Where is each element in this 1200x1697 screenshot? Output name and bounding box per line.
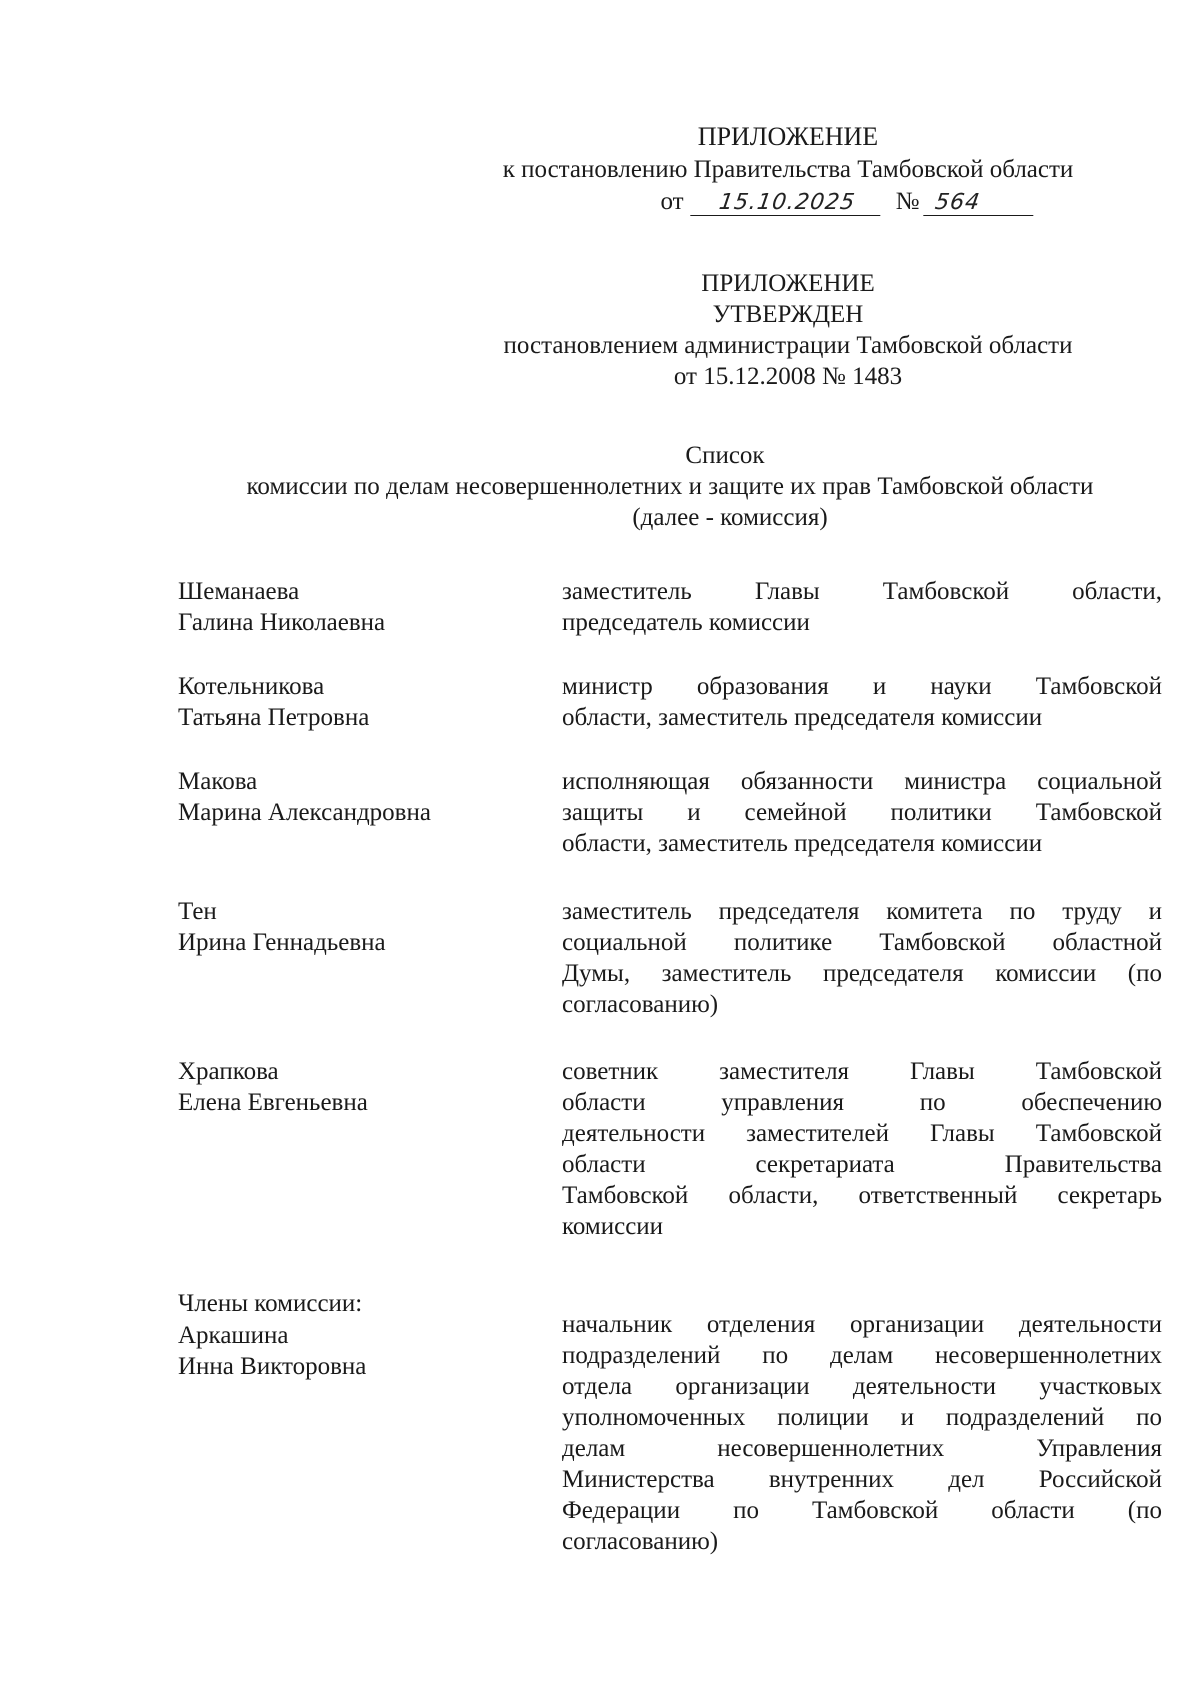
original-appendix-title: ПРИЛОЖЕНИЕ bbox=[701, 270, 875, 297]
member-name bbox=[178, 896, 538, 958]
position-line: комиссии bbox=[562, 1213, 664, 1240]
member-surname: Тен bbox=[178, 898, 217, 925]
member-surname: Аркашина bbox=[178, 1322, 289, 1349]
position-line: министр образования и науки Тамбовской bbox=[562, 673, 1162, 700]
position-line: Федерации по Тамбовской области (по bbox=[562, 1497, 1162, 1524]
member-given-names: Елена Евгеньевна bbox=[178, 1089, 368, 1116]
position-line: Тамбовской области, ответственный секретарь bbox=[562, 1182, 1162, 1209]
member-position bbox=[562, 896, 1162, 1020]
position-line: Министерства внутренних дел Российской bbox=[562, 1466, 1162, 1493]
member-position bbox=[562, 576, 1162, 638]
position-line-justified bbox=[562, 576, 1162, 607]
position-line: области управления по обеспечению bbox=[562, 1089, 1162, 1116]
member-position bbox=[562, 671, 1162, 733]
handwritten-date: 15.10.2025 bbox=[690, 191, 884, 216]
approved-label: УТВЕРЖДЕН bbox=[712, 301, 864, 328]
position-line: социальной политике Тамбовской областной bbox=[562, 929, 1162, 956]
date-prefix: от bbox=[660, 188, 684, 215]
member-surname: Храпкова bbox=[178, 1058, 279, 1085]
appendix-date-line bbox=[438, 186, 1138, 217]
member-name bbox=[178, 1320, 538, 1382]
original-date-line: от 15.12.2008 № 1483 bbox=[673, 363, 903, 390]
position-line: заместитель председателя комитета по труду и bbox=[562, 898, 1162, 925]
member-position bbox=[562, 1056, 1162, 1242]
position-line: защиты и семейной политики Тамбовской bbox=[562, 799, 1162, 826]
member-name bbox=[178, 671, 538, 733]
position-line: согласованию) bbox=[562, 1528, 719, 1555]
position-line: заместитель Главы Тамбовской области, bbox=[562, 578, 1162, 605]
member-name bbox=[178, 576, 538, 638]
list-title-commission: комиссии по делам несовершеннолетних и защите их прав Тамбовской области bbox=[246, 473, 1094, 500]
member-name bbox=[178, 1056, 538, 1118]
member-position bbox=[562, 766, 1162, 859]
position-line: области секретариата Правительства bbox=[562, 1151, 1162, 1178]
number-sign: № bbox=[895, 188, 920, 215]
member-surname: Макова bbox=[178, 768, 258, 795]
position-line: уполномоченных полиции и подразделений по bbox=[562, 1404, 1162, 1431]
original-resolution-line: постановлением администрации Тамбовской области bbox=[503, 332, 1073, 359]
member-given-names: Галина Николаевна bbox=[178, 609, 386, 636]
list-title-note: (далее - комиссия) bbox=[632, 504, 828, 531]
position-line: начальник отделения организации деятельности bbox=[562, 1311, 1162, 1338]
position-line: деятельности заместителей Главы Тамбовской bbox=[562, 1120, 1162, 1147]
list-title-heading: Список bbox=[685, 442, 765, 469]
member-given-names: Инна Викторовна bbox=[178, 1353, 367, 1380]
position-line: подразделений по делам несовершеннолетних bbox=[562, 1342, 1162, 1369]
member-given-names: Татьяна Петровна bbox=[178, 704, 370, 731]
list-title bbox=[120, 440, 1200, 533]
position-line: области, заместитель председателя комиссии bbox=[562, 704, 1043, 731]
handwritten-number: 564 bbox=[924, 191, 1038, 216]
position-line: исполняющая обязанности министра социальной bbox=[562, 768, 1162, 795]
appendix-title: ПРИЛОЖЕНИЕ bbox=[697, 122, 879, 151]
member-surname: Шеманаева bbox=[178, 578, 300, 605]
member-position bbox=[562, 1309, 1162, 1557]
appendix-header-current bbox=[438, 120, 1138, 217]
appendix-header-original bbox=[438, 268, 1138, 392]
member-surname: Котельникова bbox=[178, 673, 325, 700]
member-given-names: Марина Александровна bbox=[178, 799, 431, 826]
position-line: отдела организации деятельности участковых bbox=[562, 1373, 1162, 1400]
member-given-names: Ирина Геннадьевна bbox=[178, 929, 386, 956]
position-line: согласованию) bbox=[562, 991, 719, 1018]
position-line: советник заместителя Главы Тамбовской bbox=[562, 1058, 1162, 1085]
position-line: председатель комиссии bbox=[562, 609, 810, 636]
position-line: делам несовершеннолетних Управления bbox=[562, 1435, 1162, 1462]
position-line: Думы, заместитель председателя комиссии (по bbox=[562, 960, 1162, 987]
position-line: области, заместитель председателя комиссии bbox=[562, 830, 1043, 857]
members-section-label: Члены комиссии: bbox=[178, 1290, 363, 1317]
appendix-resolution-line: к постановлению Правительства Тамбовской области bbox=[502, 156, 1074, 183]
member-name bbox=[178, 766, 538, 828]
